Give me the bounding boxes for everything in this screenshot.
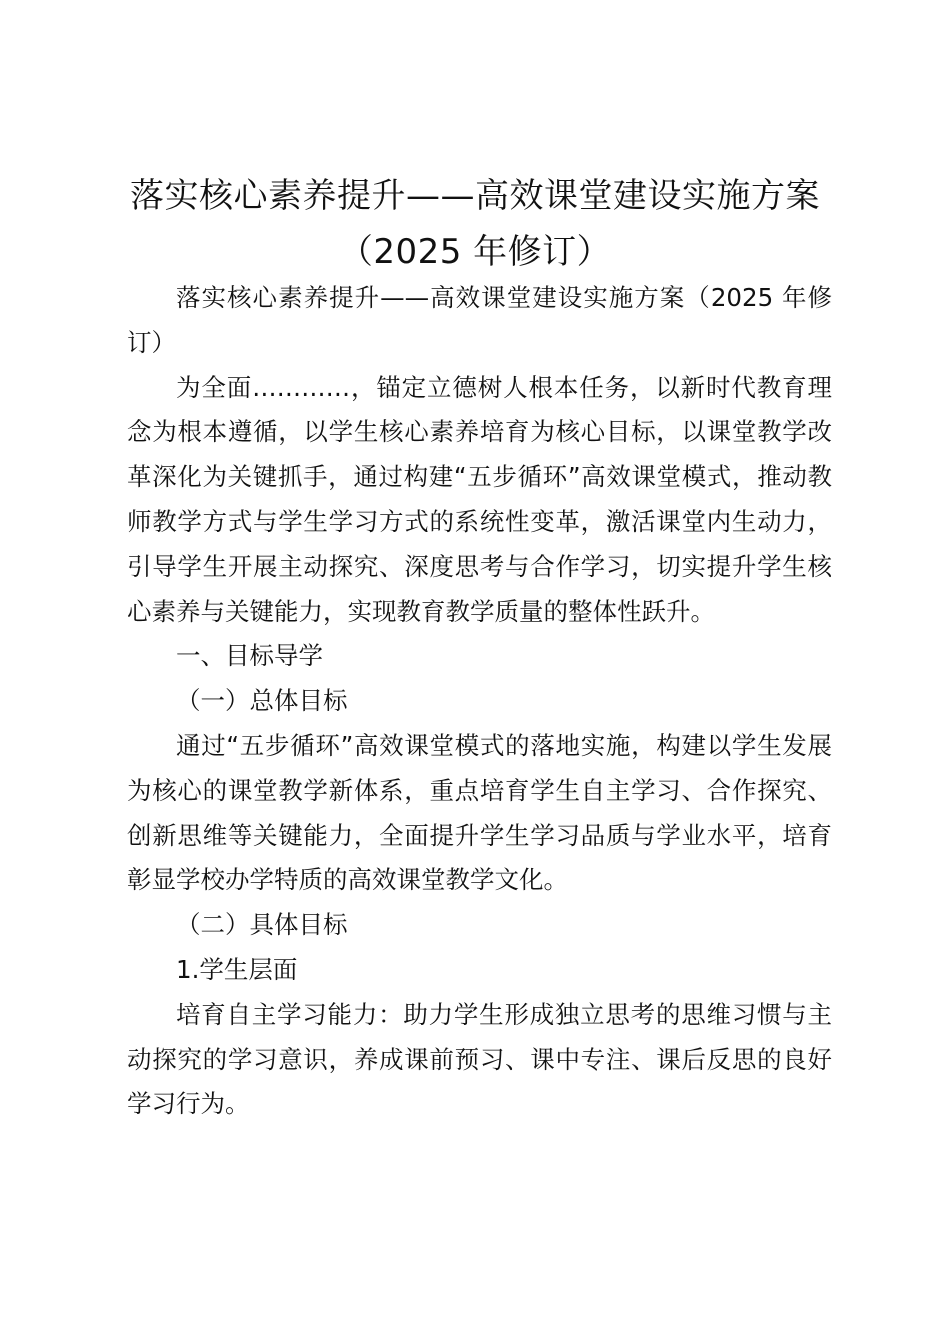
item-heading-student-level: 1.学生层面 [176,954,298,984]
subsection-heading-overall-goal: （一）总体目标 [176,686,348,716]
paragraph-overall-goal: 通过“五步循环”高效课堂模式的落地实施，构建以学生发展为核心的课堂教学新体系，重点培育学生自主学习、合作探究、创新思维等关键能力，全面提升学生学习品质与学业水平，培育彰显学校办学特质的高效课堂教学文化。 [127,730,832,895]
paragraph-subtitle: 落实核心素养提升——高效课堂建设实施方案（2025 年修订） [127,283,832,357]
paragraph-self-learning: 培育自主学习能力：助力学生形成独立思考的思维习惯与主动探究的学习意识，养成课前预习、课中专注、课后反思的良好学习行为。 [127,999,832,1119]
document-title: 落实核心素养提升——高效课堂建设实施方案（2025 年修订） [130,176,820,272]
section-heading-goals: 一、目标导学 [176,641,323,671]
document-body [127,276,832,1127]
subsection-heading-specific-goals: （二）具体目标 [176,910,348,940]
paragraph-intro: 为全面…………，锚定立德树人根本任务，以新时代教育理念为根本遵循，以学生核心素养培育为核心目标，以课堂教学改革深化为关键抓手，通过构建“五步循环”高效课堂模式，推动教师教学方式与学生学习方式的系统性变革，激活课堂内生动力，引导学生开展主动探究、深度思考与合作学习，切实提升学生核心素养与关键能力，实现教育教学质量的整体性跃升。 [127,372,832,626]
